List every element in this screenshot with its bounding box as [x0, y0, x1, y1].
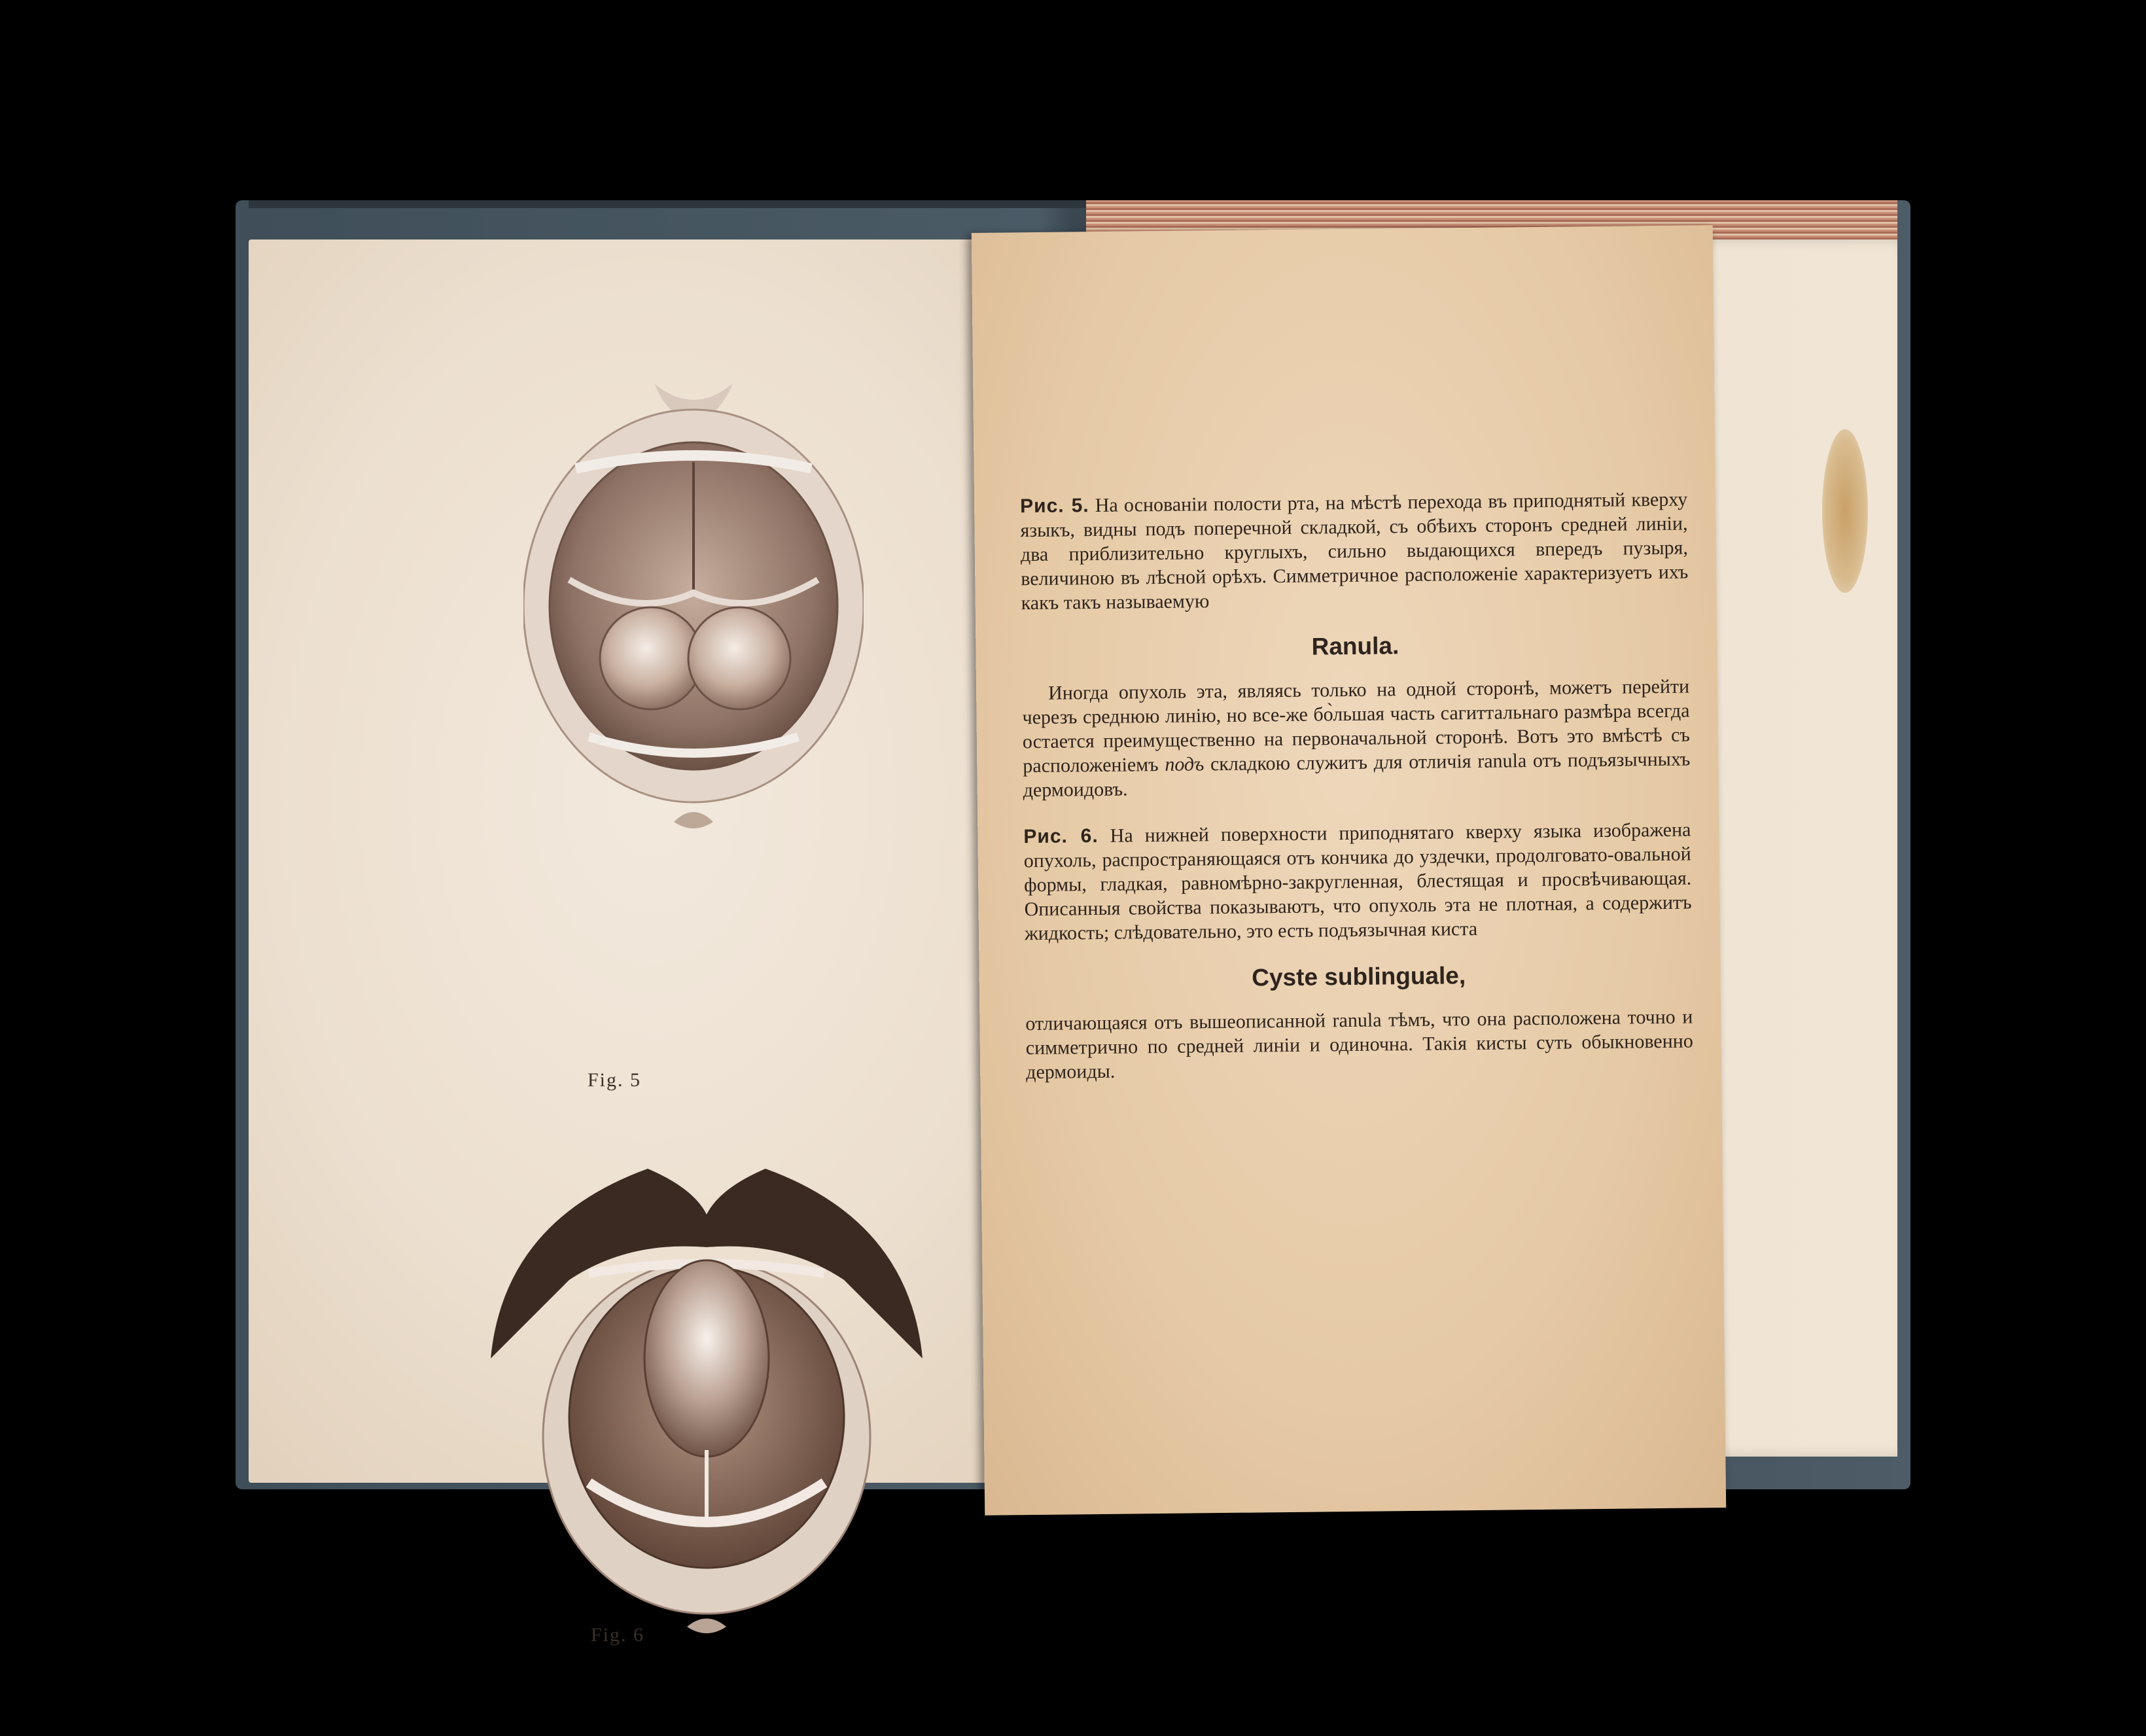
- cyste-paragraph: отличающаяся отъ вышеописанной ranula тѣмъ, что она расположена точно и симметрично по средней линіи и одиночна. Такія кисты суть обыкновенно дермоиды.: [1025, 1006, 1693, 1084]
- inserted-text-leaf: [972, 225, 1726, 1515]
- mouth-sublingual-cyst-illustration: [478, 1143, 936, 1640]
- page-stain: [1822, 429, 1868, 593]
- figure6-description: [1023, 818, 1692, 946]
- ranula-text-end: складкою служитъ для отличія ranula отъ подъязычныхъ дермоидовъ.: [1023, 748, 1691, 802]
- open-book: [236, 200, 1910, 1646]
- mouth-ranula-illustration: [523, 370, 864, 841]
- heading-cyste-sublinguale: Cyste sublinguale,: [1252, 962, 1466, 991]
- ranula-paragraph: [1022, 675, 1691, 803]
- ranula-text-emphasis: подъ: [1165, 753, 1205, 775]
- heading-ranula: Ranula.: [1311, 632, 1399, 660]
- figure5-label: Рис. 5.: [1019, 495, 1089, 518]
- figure5-description: [1020, 487, 1689, 616]
- figure5-text: На основаніи полости рта, на мѣстѣ перехода въ приподнятый кверху языкъ, видны подъ поперечной складкой, съ обѣихъ сторонъ средней линіи, два приблизительно круглыхъ, сильно выдающихся впередъ пузыря, величиною въ лѣсной орѣхъ. Симметричное расположеніе характеризуетъ ихъ какъ такъ называемую: [1020, 488, 1689, 614]
- figure6-text: На нижней поверхности приподнятаго кверху языка изображена опухоль, распространяющаяся отъ кончика до уздечки, продолговато-овальной формы, гладкая, равномѣрно-закругленная, блестящая и просвѣчивающая. Описанныя свойства показываютъ, что опухоль эта не плотная, а содержитъ жидкость; слѣдовательно, это есть подъязычная киста: [1023, 819, 1692, 945]
- ranula-text-start: Иногда опухоль эта, являясь только на одной сторонѣ, можетъ перейти черезъ среднюю линію, но все-же бо̀льшая часть сагиттальнаго размѣра всегда остается преимущественно на первоначальной сторонѣ. Вотъ это вмѣстѣ съ расположеніемъ: [1022, 675, 1691, 777]
- figure6-caption: Fig. 6: [591, 1624, 645, 1646]
- insert-text-block: [1020, 487, 1693, 1085]
- figure5-caption: Fig. 5: [588, 1069, 642, 1091]
- figure6-label: Рис. 6.: [1023, 825, 1099, 848]
